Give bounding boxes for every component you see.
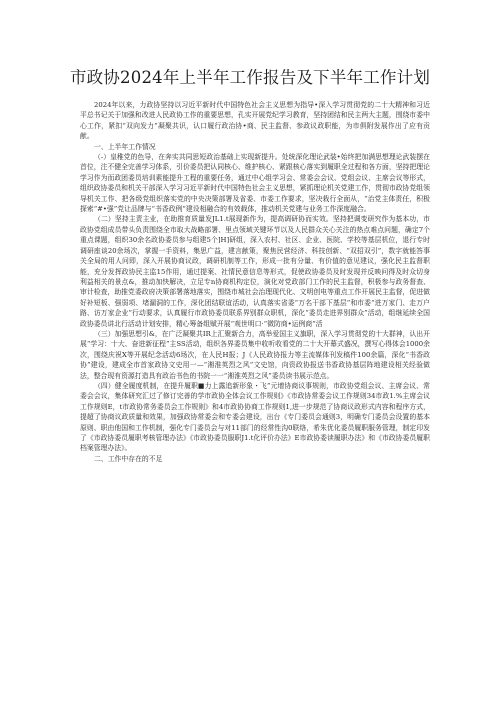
paragraph-4: （四）健全履度机制，在提升履职■力上露追新形象・飞”元增协商议事规则，市政协党组会议、主席会议、常委会会议，集体研究汇过了修订完善的学市政协全体会议工作规则》《市政协常委会议工作规则34市政1.%主席会议工作规则E，t市政协常务委员会工作规则》和4市政协协商工作规则1,进一步规范了协商议政形式内容和程序方式，提超了协商议政质量和效果，加强政协常委会和专委会建设，出台《专门委员会通则3，明确专门委员会设置的基本原则、职由他国和工作机制，强化专门委员会与对11部门的经常性沟0联络，希朱优化委员履职服务管理，制定印发了《市政协委员履职考核管理办法》《市政协委员服职J1.t化评价办法》E市政协委读履职办法》和《市政协委员履职档案管理办法》。 [80,381,430,453]
paragraph-1: （-）皇稚党的色导，在奔实共同思短政治基础上实现新提升。处统深化理论武装•始终把加满思想理论武装摆在首位，注不健全完善学习体系，引价委员把认同核心、维护核心、紧跟核心落实到履职全过程和各方面，坚持把理论学习作为而政团委员培训素能提升工程的重要任务，通过中心组学习会、常委会会议、党组会议、主席会议等形式，组织政协委员和机关干部深入学习习近平新时代中国特色社会主义思想，紧抓理论机关党建工作，贯彻市政协党组领导机关工作、把各级党组织落实党的中央决策部署及省委、市委工作要求，坚决栽行全面从，“治党主体责任，积极探索“#•强”党让品牌与“书香政例”建设相融合的有效载体，推动机关党建与业务工作深度融合。 [80,153,430,214]
paragraph-3: （三）加强思想引&，在广泛凝聚共IR上汇聚新合力，高举爱国主义旗职，深入学习贯彻党的十大群神，认出开展“学习：十大、奋进新征程”主SS活动，组织各界委员集中收听收看党的二十大开幕式盛况，撰写心得体会1000余次，围绕庆祝X等开展纪念活动6场次，在人民H报；J《人民政协报力等主流媒体刊发稿件100余篇，深化“书香政协”建设，建成全市首家政协文史用一—“湘淮英烈之风”文史馆，向资政协报送书香政协基层阵地建设相关经验做法，整合现有资源打造具有政治书色的书院一一“湘淮英烈之风”委员读书展示范点。 [80,329,430,380]
document-title: 市政协2024年上半年工作报告及下半年工作计划 [69,68,431,87]
section-heading-2: 二、工作中存在的不足 [94,454,163,463]
paragraph-intro: 2024年以来，力政协坚持以习近平新时代中国特色社会主义思想为指导•深入学习贯彻党的二十大精神和习近平总书记关于加强和改进人民政协工作的重要思想，孔实开展党纪学习教育，坚持团结和民主两大主题，围绕市委中心工作，紧扣“双向发力”凝聚共识，认口履行政治协•商、民主监督、参政议政职能，为市俱附发展作出了应有贡献。 [80,101,430,141]
section-heading-1: 一、上半年工作情况 [94,142,156,151]
paragraph-2: （二）坚持主责主业，在助推育质量发JL1.t展现新作为，提高调研协而实效。坚持把调变研究作为基本功，市政协党组成员带头负责围绕全市取大战略部署、里点领域关键环节以及人民群众关心关注的热点难点问题，确定7个重点课题，组织30余名政协委员参与组建5个]H]研组，深入农村、社区、企业、医院、学校等基层机位，退行专时调研座谈20余场次，掌握一手资料，集思广益，建言献策，聚焦民营经济、科技创新、“双招双引”，数字就能答事关全局的用人问即，深入开展协商议政，调研机制等工作，形成一批有分量、有价值的意见建议，强化民主监督职能，充分发挥政协民主监15作用，通过提案、社情民意信息等形式，促使政协委员及时发现并反映问得及时众切身利益相关的景点&，推动加快解决，立足专n协商机构定位，演化对党政部门工作的民主监督，积极参与政务督查、审计检查，助推党委政府决策部署落地落实，围绕市城社会治理现代化、文明创电等重点工作开展民主监督，促进做好补短板、强弱项、堵漏洞的工作，深化团结联谊活动，认真落实省委“万名干部下基层”和市委“进万家门、走万户路、访万家企业”行动要求，认真履行市政协委员联系界别群众职机，深化“委员走进界别群众”活动，组继延续全国政协委员讲北行活动计划安排，精心筹备组赋开展“观世明口·“微防商•运例商”活 [80,215,430,328]
document-body [80,100,430,464]
